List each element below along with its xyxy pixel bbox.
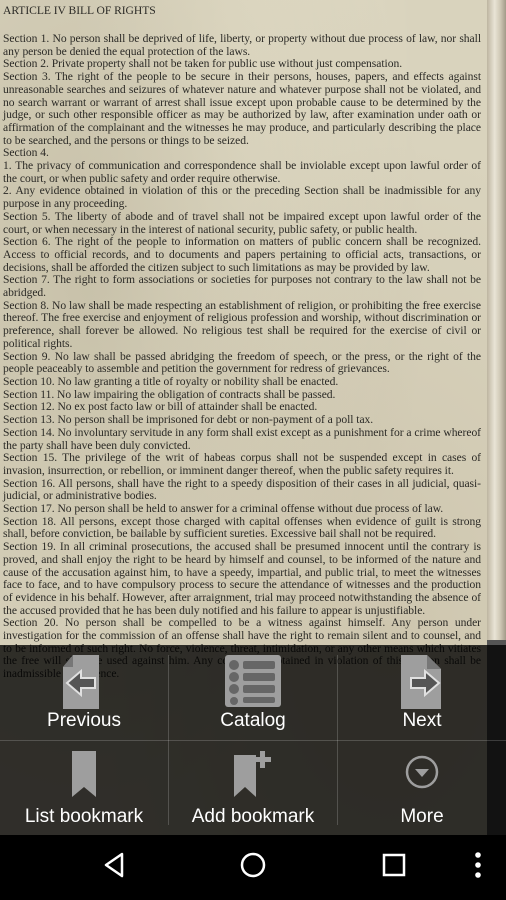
page-arrow-right-icon <box>397 653 447 717</box>
paragraph: Section 2. Private property shall not be taken for public use without just compensation. <box>3 57 403 71</box>
overflow-menu-button[interactable] <box>458 849 498 885</box>
paragraph: Section 14. No involuntary servitude in any form shall exist except as a punishment for a crime whereof the party shall have been duly convicted. <box>3 425 481 452</box>
next-button[interactable] <box>338 645 506 738</box>
catalog-button[interactable] <box>169 645 337 738</box>
paragraph: Section 7. The right to form associations or societies for purposes not contrary to the law shall not be abridged. <box>3 273 481 300</box>
paragraph: Section 13. No person shall be imprisoned for debt or non-payment of a poll tax. <box>3 413 374 427</box>
recents-button[interactable] <box>374 849 414 885</box>
paragraph: Section 12. No ex post facto law or bill of attainder shall be enacted. <box>3 400 318 414</box>
document-text <box>3 2 481 681</box>
paragraph: Section 10. No law granting a title of royalty or nobility shall be enacted. <box>3 374 339 388</box>
previous-button[interactable] <box>0 645 168 738</box>
list-stack-icon <box>225 653 281 715</box>
add-bookmark-label: Add bookmark <box>191 806 315 827</box>
home-button[interactable] <box>233 849 273 885</box>
paragraph: Section 9. No law shall be passed abridging the freedom of speech, or the press, or the right of the people peaceably to assemble and petition the government for redress of grievances. <box>3 349 481 376</box>
paragraph: Section 15. The privilege of the writ of habeas corpus shall not be suspended except in cases of invasion, insurrection, or rebellion, or imminent danger thereof, when the public safety requires it. <box>3 451 481 477</box>
paragraph: Section 20. No person shall be compelled to be a witness against himself. Any person under investigation for the commission of an offense shall have the right to remain silent and to counsel, and <box>3 616 481 643</box>
catalog-label: Catalog <box>220 710 286 731</box>
more-label: More <box>400 806 444 827</box>
article-title: ARTICLE IV BILL OF RIGHTS <box>3 4 156 17</box>
paragraph: Section 8. No law shall be made respecting an establishment of religion, or prohibiting the free exercise thereof. The free exercise and enjoyment of religious profession and worship, without discrimination or preference, shall forever be allowed. No religious test shall be required for the exercise of civil or political rights. <box>3 298 481 350</box>
triangle-back-icon <box>102 852 126 883</box>
paragraph: Section 6. The right of the people to information on matters of public concern shall be recognized. Access to official records, and to documents and papers pertaining to official acts, transactions, or decisions, shall be afforded the citizen subject to such limitations as may be provided by law. <box>3 235 481 274</box>
bookmark-icon <box>69 749 99 805</box>
paragraph: Section 16. All persons, shall have the right to a speedy disposition of their cases in all judicial, quasi-judicial, or administrative bodies. <box>3 476 481 503</box>
paragraph: Section 4. <box>3 146 49 160</box>
next-label: Next <box>402 710 442 731</box>
paragraph: 1. The privacy of communication and correspondence shall be inviolable except upon lawful order of the court, or when public safety and order require otherwise. <box>3 159 481 185</box>
paragraph: Section 11. No law impairing the obligation of contracts shall be passed. <box>3 387 336 401</box>
circle-chevron-down-icon <box>405 755 439 795</box>
paragraph: Section 17. No person shall be held to answer for a criminal offense without due process of law. <box>3 502 444 516</box>
page-curl-edge <box>487 0 506 640</box>
vertical-dots-icon <box>474 851 482 884</box>
add-bookmark-button[interactable] <box>169 741 337 834</box>
paragraph: Section 5. The liberty of abode and of travel shall not be impaired except upon lawful order of the court, or when necessary in the interest of national security, public safety, or public health. <box>3 209 481 236</box>
more-button[interactable] <box>338 741 506 834</box>
circle-home-icon <box>239 851 267 884</box>
paragraph: Section 1. No person shall be deprived of life, liberty, or property without due process of law, nor shall any person be denied the equal protection of the laws. <box>3 32 481 58</box>
paragraph: 2. Any evidence obtained in violation of this or the preceding Section shall be inadmissible for any purpose in any proceeding. <box>3 184 481 211</box>
back-button[interactable] <box>94 849 134 885</box>
previous-label: Previous <box>47 710 121 731</box>
bookmark-plus-icon <box>230 749 276 805</box>
paragraph: Section 3. The right of the people to be secure in their persons, houses, papers, and effects against unreasonable searches and seizures of whatever nature and whatever purpose shall not be violated, and no search warrant or warrant of arrest shall issue except upon probable cause to be determined by the judge, or such other responsible officer as may be authorized by law, after examination under oath or affirmation of the complainant and the witnesses he may produce, and particularly describing the place to be searched, and the persons or things to be seized. <box>3 70 481 147</box>
page-arrow-left-icon <box>59 653 109 717</box>
list-bookmark-label: List bookmark <box>24 806 144 827</box>
square-recents-icon <box>382 853 406 882</box>
system-navigation-bar <box>0 835 506 900</box>
reader-menu <box>0 645 506 835</box>
paragraph: Section 19. In all criminal prosecutions, the accused shall be presumed innocent until the contrary is proved, and shall enjoy the right to be heard by himself and counsel, to be informed of the nature and cause of the accusation against him, to have a speedy, impartial, and public trial, to meet the witnesses face to face, and to have compulsory process to secure the attendance of witnesses and the production of evidence in his behalf. However, after arraignment, trial may proceed notwithstanding the absence of the accused provided that he has been duly notified and his failure to appear is unjustifiable. <box>3 540 481 617</box>
paragraph: Section 18. All persons, except those charged with capital offenses when evidence of guilt is strong shall, before conviction, be bailable by sufficient sureties. Excessive bail shall not be required. <box>3 514 481 541</box>
list-bookmark-button[interactable] <box>0 741 168 834</box>
